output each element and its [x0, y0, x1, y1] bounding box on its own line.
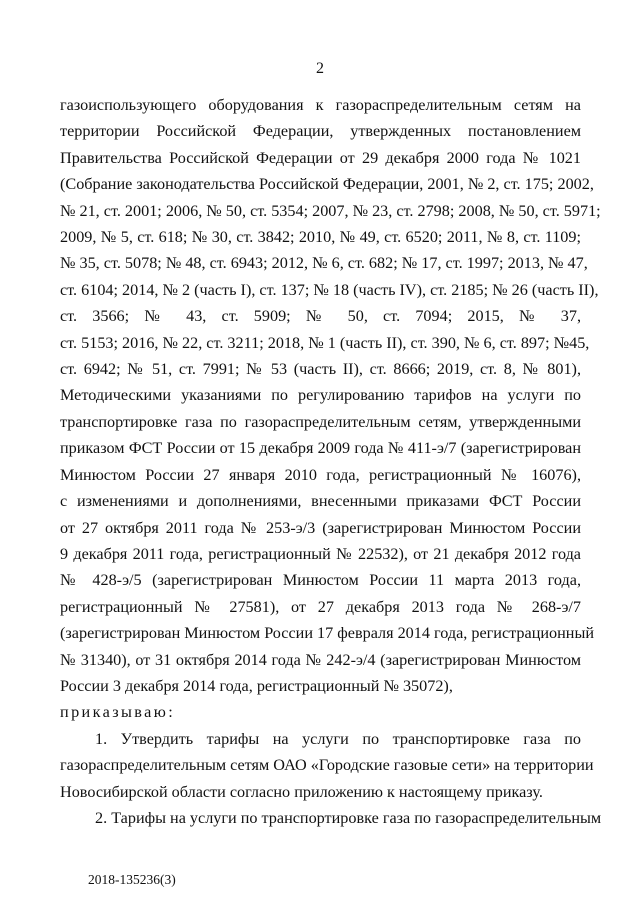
text-line: России 3 декабря 2014 года, регистрационный № 35072),: [60, 676, 453, 695]
footer-document-code: 2018-135236(3): [88, 872, 176, 887]
body-text: [60, 92, 602, 831]
text-line: Правительства Российской Федерации от 29 декабря 2000 года № 1021: [60, 148, 581, 167]
text-line: № 21, ст. 2001; 2006, № 50, ст. 5354; 2007, № 23, ст. 2798; 2008, № 50, ст. 5971;: [60, 201, 601, 220]
text-line: № 31340), от 31 октября 2014 года № 242-э/4 (зарегистрирован Минюстом: [60, 650, 581, 669]
text-line: Методическими указаниями по регулированию тарифов на услуги по: [60, 386, 581, 405]
text-line: приказом ФСТ России от 15 декабря 2009 года № 411-э/7 (зарегистрирован: [60, 439, 581, 458]
item-2-line: 2. Тарифы на услуги по транспортировке газа по газораспределительным: [95, 808, 602, 827]
text-line: с изменениями и дополнениями, внесенными приказами ФСТ России: [60, 492, 581, 511]
text-line: территории Российской Федерации, утвержденных постановлением: [60, 122, 581, 141]
order-word: приказываю:: [60, 703, 176, 722]
item-1-line: газораспределительным сетям ОАО «Городские газовые сети» на территории: [60, 756, 594, 775]
text-line: ст. 6104; 2014, № 2 (часть I), ст. 137; № 18 (часть IV), ст. 2185; № 26 (часть II),: [60, 280, 599, 299]
text-line: от 27 октября 2011 года № 253-э/3 (зарегистрирован Минюстом России: [60, 518, 581, 537]
text-line: № 35, ст. 5078; № 48, ст. 6943; 2012, № 6, ст. 682; № 17, ст. 1997; 2013, № 47,: [60, 254, 588, 273]
text-line: ст. 6942; № 51, ст. 7991; № 53 (часть II), ст. 8666; 2019, ст. 8, № 801),: [60, 360, 581, 379]
text-line: (зарегистрирован Минюстом России 17 февраля 2014 года, регистрационный: [60, 624, 594, 643]
text-line: (Собрание законодательства Российской Федерации, 2001, № 2, ст. 175; 2002,: [60, 175, 594, 194]
text-line: 2009, № 5, ст. 618; № 30, ст. 3842; 2010, № 49, ст. 6520; 2011, № 8, ст. 1109;: [60, 228, 581, 247]
item-1-line: Новосибирской области согласно приложению к настоящему приказу.: [60, 782, 543, 801]
text-line: газоиспользующего оборудования к газораспределительным сетям на: [60, 96, 581, 114]
text-line: регистрационный № 27581), от 27 декабря 2013 года № 268-э/7: [60, 597, 581, 616]
text-line: № 428-э/5 (зарегистрирован Минюстом России 11 марта 2013 года,: [60, 571, 581, 590]
page-number: 2: [316, 60, 324, 77]
item-1-line: 1. Утвердить тарифы на услуги по транспортировке газа по: [95, 729, 581, 748]
text-line: Минюстом России 27 января 2010 года, регистрационный № 16076),: [60, 465, 581, 484]
text-line: ст. 3566; № 43, ст. 5909; № 50, ст. 7094; 2015, № 37,: [60, 307, 581, 326]
text-line: 9 декабря 2011 года, регистрационный № 22532), от 21 декабря 2012 года: [60, 544, 581, 563]
text-line: транспортировке газа по газораспределительным сетям, утвержденными: [60, 412, 581, 431]
text-line: ст. 5153; 2016, № 22, ст. 3211; 2018, № 1 (часть II), ст. 390, № 6, ст. 897; №45,: [60, 333, 590, 352]
